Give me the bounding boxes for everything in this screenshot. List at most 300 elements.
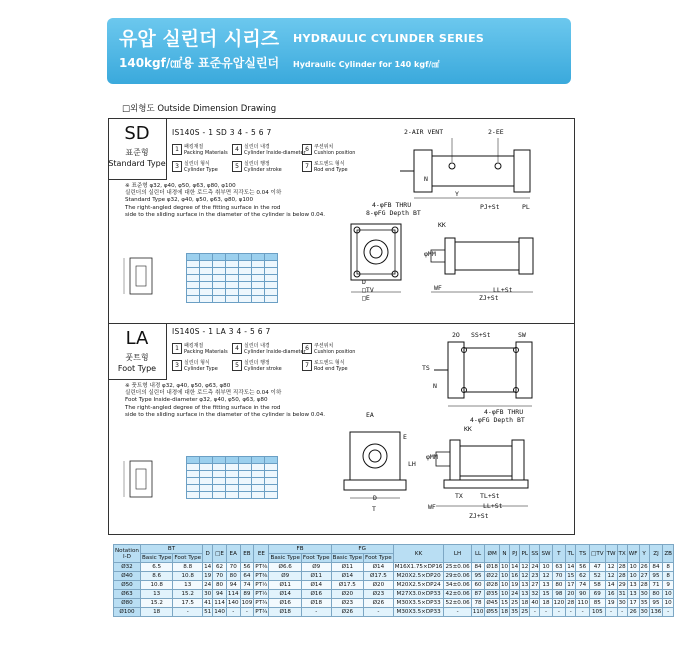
table-cell: 16 (605, 590, 617, 599)
legend-num: 3 (172, 161, 182, 172)
table-header: ZJ (649, 545, 663, 563)
sd-mini-table (186, 253, 278, 303)
banner-title-en: HYDRAULIC CYLINDER SERIES (293, 32, 485, 45)
table-row (114, 599, 674, 608)
table-cell: 30 (204, 591, 212, 597)
table-cell: PT½ (255, 582, 268, 588)
table-row (114, 608, 674, 617)
legend-kr: 실린더 행정 (244, 161, 270, 167)
label: LH (408, 460, 416, 468)
note-line: side to the sliding surface in the diameter of the cylinder is below 0.04. (125, 211, 326, 218)
table-cell: 140 (214, 609, 225, 615)
table-cell: 24 (531, 564, 539, 570)
table-cell: Ø18 (301, 599, 331, 608)
table-cell: Ø9 (269, 572, 301, 581)
table-cell: 74 (576, 581, 590, 590)
table-cell: 95 (649, 572, 663, 581)
la-type-en: Foot Type (117, 364, 157, 373)
table-cell: 114 (214, 600, 225, 606)
la-side-view-drawing (418, 336, 568, 416)
sd-front-view-drawing (345, 220, 565, 310)
legend-en: Cylinder stroke (244, 167, 282, 173)
table-header: TL (566, 545, 576, 563)
table-cell: 47 (590, 563, 606, 572)
sd-type-box (108, 119, 167, 180)
table-cell: Ø18 (486, 564, 498, 570)
table-header: KK (393, 545, 444, 563)
table-cell: 18 (521, 600, 529, 606)
table-cell: 52 (590, 572, 606, 581)
legend-en: Cylinder Inside-diameter (244, 349, 306, 355)
note-line: side to the sliding surface in the diameter of the cylinder is below 0.04. (125, 411, 326, 418)
table-header: EA (226, 545, 240, 563)
table-cell: 80 (552, 581, 566, 590)
table-cell: 15 (567, 573, 575, 579)
sd-detail-drawing (122, 252, 162, 302)
table-cell: Ø45 (486, 600, 498, 606)
legend-kr: 실린더 형식 (184, 360, 210, 366)
table-cell: 28 (640, 582, 648, 588)
table-cell: 60 (471, 581, 485, 590)
table-header: D (203, 545, 213, 563)
table-cell: 19 (511, 582, 519, 588)
legend-kr: 쿠션위치 (314, 144, 334, 150)
table-cell: 110 (577, 600, 589, 606)
table-header: BT (140, 545, 202, 554)
table-cell: 28 (567, 600, 575, 606)
label: ZJ+St (469, 512, 489, 520)
table-cell: - (552, 608, 566, 617)
legend-en: Cylinder Inside-diameter (244, 150, 306, 156)
table-cell: Ø11 (269, 581, 301, 590)
table-cell: Ø14 (301, 581, 331, 590)
table-cell: 56 (576, 563, 590, 572)
table-cell: 95 (471, 572, 485, 581)
table-cell: 80 (649, 590, 663, 599)
table-header: FB (269, 545, 331, 554)
label: E (403, 433, 407, 441)
table-cell: 52±0.06 (445, 600, 470, 606)
table-cell: 28 (618, 564, 626, 570)
la-mini-table (186, 456, 278, 499)
table-cell: 10 (500, 591, 509, 597)
label: TS (422, 364, 430, 372)
table-cell: PT⅜ (255, 573, 268, 579)
table-cell: 26 (640, 564, 648, 570)
table-cell: Ø17.5 (364, 572, 394, 581)
legend-num: 6 (302, 144, 312, 155)
header-banner (107, 18, 571, 84)
table-cell: 18 (500, 609, 509, 615)
table-cell: 20 (567, 591, 575, 597)
table-cell: 63 (552, 563, 566, 572)
table-cell: 15 (540, 590, 552, 599)
table-cell: 114 (227, 591, 239, 597)
label: SW (518, 331, 526, 339)
table-cell: 25 (511, 600, 519, 606)
table-cell: 70 (226, 563, 240, 572)
table-cell: 13 (140, 590, 172, 599)
table-cell: Ø26 (331, 608, 363, 617)
table-cell: PT¾ (255, 609, 268, 615)
table-row (114, 581, 674, 590)
table-cell: 17 (627, 599, 639, 608)
table-cell: - (226, 608, 240, 617)
table-cell: 84 (471, 563, 485, 572)
table-cell: 17 (567, 582, 575, 588)
legend-en: Cylinder Type (184, 167, 218, 173)
table-header: EB (240, 545, 254, 563)
table-header: ØM (485, 545, 500, 563)
table-cell: 13 (627, 590, 639, 599)
label: D (373, 494, 377, 502)
table-header: SS (530, 545, 540, 563)
label: 4-φFB THRU (484, 408, 524, 416)
table-cell: 34±0.06 (445, 582, 470, 588)
table-cell: PT¾ (255, 600, 268, 606)
table-header-row (114, 545, 674, 554)
legend-num: 4 (232, 144, 242, 155)
row-header-cell: Ø63 (114, 590, 141, 599)
table-cell: Ø26 (364, 599, 394, 608)
table-cell: Ø28 (486, 582, 498, 588)
table-cell: - (240, 608, 254, 617)
note-line: The right-angled degree of the fitting surface in the rod (125, 204, 281, 211)
table-cell: 13 (627, 581, 639, 590)
legend-num: 5 (232, 161, 242, 172)
legend-kr: 패킹재질 (184, 144, 204, 150)
table-cell: 13 (521, 591, 529, 597)
table-header: TS (576, 545, 590, 563)
note-line: 실린더의 실린더 내경에 대한 로드측 취부면 직각도는 0.04 이하 (125, 190, 282, 197)
table-cell: 10.8 (173, 572, 203, 581)
table-cell: 14 (204, 564, 212, 570)
table-header: TW (605, 545, 617, 563)
table-cell: 25 (521, 609, 529, 615)
section-title: □외형도 Outside Dimension Drawing (122, 104, 277, 114)
label: □TV (362, 286, 374, 294)
label: KK (438, 221, 446, 229)
table-cell: Ø23 (331, 599, 363, 608)
table-subheader: Foot Type (174, 555, 202, 561)
table-cell: 30 (640, 591, 648, 597)
table-cell: Ø6.6 (269, 563, 301, 572)
table-cell: Ø16 (269, 599, 301, 608)
legend-num: 5 (232, 360, 242, 371)
table-subheader: Basic Type (332, 555, 363, 561)
table-cell: 10 (664, 591, 672, 597)
label: PL (522, 203, 530, 211)
table-cell: 8.8 (173, 563, 203, 572)
label: □E (362, 294, 370, 302)
legend-kr: 로드엔드 형식 (314, 161, 345, 167)
table-subheader: Foot Type (365, 555, 392, 561)
table-cell: Ø18 (269, 608, 301, 617)
table-cell: 35 (640, 600, 648, 606)
table-header: TX (617, 545, 627, 563)
sd-notes (125, 183, 345, 219)
banner-subtitle-kr: 140kgf/㎠용 표준유압실린더 (119, 56, 280, 70)
table-cell: 40 (531, 600, 539, 606)
table-cell: 15.2 (173, 590, 203, 599)
banner-title-kr: 유압 실린더 시리즈 (119, 28, 280, 50)
table-cell: 74 (240, 581, 254, 590)
label: 2-EE (488, 128, 504, 136)
table-header: LL (471, 545, 485, 563)
label: ZJ+St (479, 294, 499, 302)
label: 2O (452, 331, 460, 339)
table-cell: - (173, 608, 203, 617)
table-cell: 70 (552, 572, 566, 581)
table-cell: 27 (640, 573, 648, 579)
table-cell: 62 (213, 563, 227, 572)
legend-en: Rod end Type (314, 366, 348, 372)
table-cell: 140 (227, 600, 239, 606)
label: N (433, 382, 437, 390)
table-cell: Ø14 (364, 563, 394, 572)
table-cell: 15 (500, 600, 509, 606)
table-cell: 19 (605, 599, 617, 608)
table-cell: - (301, 608, 331, 617)
note-line: Foot Type Inside-diameter φ32, φ40, φ50, φ63, φ80 (125, 397, 268, 404)
label: 4-φFG Depth BT (470, 416, 525, 424)
table-cell: 18 (140, 608, 172, 617)
table-cell: 136 (650, 609, 662, 615)
label: WF (428, 503, 436, 511)
sd-type-kr: 표준형 (125, 148, 149, 157)
dimension-table (113, 544, 674, 617)
label: T (372, 505, 376, 513)
table-cell: - (576, 608, 590, 617)
table-header: PJ (510, 545, 520, 563)
table-cell: Ø11 (301, 572, 331, 581)
table-cell: - (566, 608, 576, 617)
table-header: T (552, 545, 566, 563)
table-cell: Ø14 (331, 572, 363, 581)
legend-num: 4 (232, 343, 242, 354)
table-header: □TV (590, 545, 606, 563)
table-cell: 24 (511, 591, 519, 597)
table-cell: 35 (511, 609, 519, 615)
table-row (114, 590, 674, 599)
note-line: The right-angled degree of the fitting surface in the rod (125, 404, 281, 411)
table-header: LH (444, 545, 471, 563)
table-cell: PT⅜ (255, 564, 268, 570)
table-cell: 51 (204, 609, 212, 615)
legend-num: 1 (172, 144, 182, 155)
label: SS+St (471, 331, 491, 339)
label: 8-φFG Depth BT (366, 209, 421, 217)
label: TX (455, 492, 463, 500)
table-cell: 78 (471, 599, 485, 608)
table-cell: 13 (521, 582, 529, 588)
la-model-code: IS140S - 1 LA 3 4 - 5 6 7 (172, 327, 271, 336)
table-cell: 8 (663, 563, 674, 572)
table-cell: 12 (540, 572, 552, 581)
label: φMM (426, 453, 438, 461)
table-cell: - (663, 608, 674, 617)
table-cell: 58 (590, 581, 606, 590)
table-cell: M16X1.75×DP16 (394, 564, 443, 570)
sd-code: SD (124, 123, 150, 144)
table-cell: 71 (649, 581, 663, 590)
note-line: Standard Type φ32, φ40, φ50, φ63, φ80, φ100 (125, 197, 254, 204)
table-cell: 6.5 (140, 563, 172, 572)
table-cell: - (605, 608, 617, 617)
legend-kr: 실린더 내경 (244, 343, 270, 349)
table-cell: 12 (605, 563, 617, 572)
table-cell: 41 (204, 600, 212, 606)
table-cell: 10 (500, 573, 509, 579)
row-header-cell: Ø100 (114, 608, 141, 617)
table-cell: M30X3.5×DP33 (393, 599, 444, 608)
note-line: ※ 풋트형 내경 φ32, φ40, φ50, φ63, φ80 (125, 383, 231, 389)
label: 2-AIR VENT (404, 128, 444, 136)
legend-kr: 패킹재질 (184, 343, 204, 349)
la-type-box (108, 324, 167, 380)
table-cell: 110 (472, 609, 484, 615)
table-cell: Ø17.5 (331, 581, 363, 590)
table-cell: M20X2.5×DP24 (393, 581, 444, 590)
label: EA (366, 411, 374, 419)
table-cell: 85 (590, 599, 606, 608)
table-header: N (499, 545, 509, 563)
table-cell: PT½ (255, 591, 268, 597)
table-cell: M27X3.0×DP33 (393, 590, 444, 599)
table-cell: - (530, 608, 540, 617)
table-cell: 64 (240, 572, 254, 581)
table-cell: M30X3.5×DP33 (393, 608, 444, 617)
table-cell: 10 (664, 600, 672, 606)
legend-en: Cylinder stroke (244, 366, 282, 372)
table-cell: 30 (640, 609, 648, 615)
table-cell: 10.8 (140, 581, 172, 590)
la-legend (172, 343, 358, 377)
legend-kr: 쿠션위치 (314, 343, 334, 349)
label: PJ+St (480, 203, 500, 211)
table-cell: 16 (511, 573, 519, 579)
row-header-cell: Ø32 (114, 563, 141, 572)
table-cell: Ø55 (486, 609, 498, 615)
table-cell: 23 (531, 573, 539, 579)
table-cell: 31 (618, 591, 626, 597)
table-cell: - (364, 608, 394, 617)
table-cell: 8 (663, 572, 674, 581)
table-header: PL (520, 545, 530, 563)
table-cell: 10 (540, 563, 552, 572)
la-notes (125, 383, 345, 419)
table-cell: 56 (240, 563, 254, 572)
table-cell: 105 (590, 608, 606, 617)
table-cell: 8.6 (140, 572, 172, 581)
table-cell: Ø11 (331, 563, 363, 572)
table-cell: 80 (226, 572, 240, 581)
table-cell: 32 (531, 591, 539, 597)
table-subheader: Basic Type (270, 555, 300, 561)
legend-en: Cushion position (314, 349, 356, 355)
legend-num: 1 (172, 343, 182, 354)
sd-legend (172, 144, 358, 178)
table-header: EE (254, 545, 269, 563)
table-cell: Ø35 (486, 591, 498, 597)
table-cell: 24 (204, 582, 212, 588)
legend-num: 7 (302, 360, 312, 371)
row-header-cell: Ø80 (114, 599, 141, 608)
table-cell: 42±0.06 (445, 591, 470, 597)
table-cell: 87 (471, 590, 485, 599)
table-cell: 10 (500, 582, 509, 588)
note-line: 실린더의 실린더 내경에 대한 로드측 취부면 직각도는 0.04 이하 (125, 390, 282, 397)
label: WF (434, 284, 442, 292)
table-cell: 94 (226, 581, 240, 590)
table-cell: 10 (627, 572, 639, 581)
table-cell: Ø14 (269, 590, 301, 599)
banner-subtitle-en: Hydraulic Cylinder for 140 kgf/㎠ (293, 60, 440, 69)
table-cell: 26 (627, 608, 639, 617)
table-cell: 15.2 (140, 599, 172, 608)
table-cell: 12 (521, 573, 529, 579)
legend-en: Cylinder Type (184, 366, 218, 372)
legend-en: Packing Materials (184, 150, 228, 156)
legend-kr: 실린더 형식 (184, 161, 210, 167)
note-line: ※ 표준형 φ32, φ40, φ50, φ63, φ80, φ100 (125, 183, 236, 189)
la-code: LA (125, 328, 149, 349)
label: KK (464, 425, 472, 433)
table-header: □E (213, 545, 227, 563)
legend-kr: 실린더 행정 (244, 360, 270, 366)
table-cell: 29±0.06 (445, 573, 470, 579)
table-cell: 28 (618, 573, 626, 579)
table-cell: 84 (649, 563, 663, 572)
row-header-cell: Ø50 (114, 581, 141, 590)
label: D (362, 278, 366, 286)
sd-model-code: IS140S - 1 SD 3 4 - 5 6 7 (172, 128, 272, 137)
table-cell: 95 (649, 599, 663, 608)
table-cell: Ø9 (301, 563, 331, 572)
label: TL+St (480, 492, 500, 500)
row-header-cell: Ø40 (114, 572, 141, 581)
table-cell: M20X2.5×DP20 (393, 572, 444, 581)
table-cell: 69 (590, 590, 606, 599)
table-cell: 9 (663, 581, 674, 590)
table-header: FG (331, 545, 393, 554)
table-cell: Ø16 (301, 590, 331, 599)
table-cell: 14 (567, 564, 575, 570)
table-cell: 13 (173, 581, 203, 590)
table-cell: 12 (605, 572, 617, 581)
legend-en: Packing Materials (184, 349, 228, 355)
table-cell: 70 (213, 572, 227, 581)
table-cell: Ø20 (364, 581, 394, 590)
table-cell: 25±0.06 (445, 564, 470, 570)
table-cell: Ø20 (331, 590, 363, 599)
table-cell: 10 (627, 563, 639, 572)
table-cell: 80 (213, 581, 227, 590)
sd-type-en: Standard Type (108, 159, 166, 168)
la-type-kr: 풋트형 (125, 353, 149, 362)
table-cell: 13 (540, 581, 552, 590)
label: N (424, 175, 428, 183)
table-cell: 94 (213, 590, 227, 599)
table-cell: 62 (576, 572, 590, 581)
table-cell: 27 (531, 582, 539, 588)
legend-en: Cushion position (314, 150, 356, 156)
label: LL+St (483, 502, 503, 510)
legend-kr: 로드엔드 형식 (314, 360, 345, 366)
legend-kr: 실린더 내경 (244, 144, 270, 150)
table-header: WF (627, 545, 639, 563)
table-cell: - (617, 608, 627, 617)
